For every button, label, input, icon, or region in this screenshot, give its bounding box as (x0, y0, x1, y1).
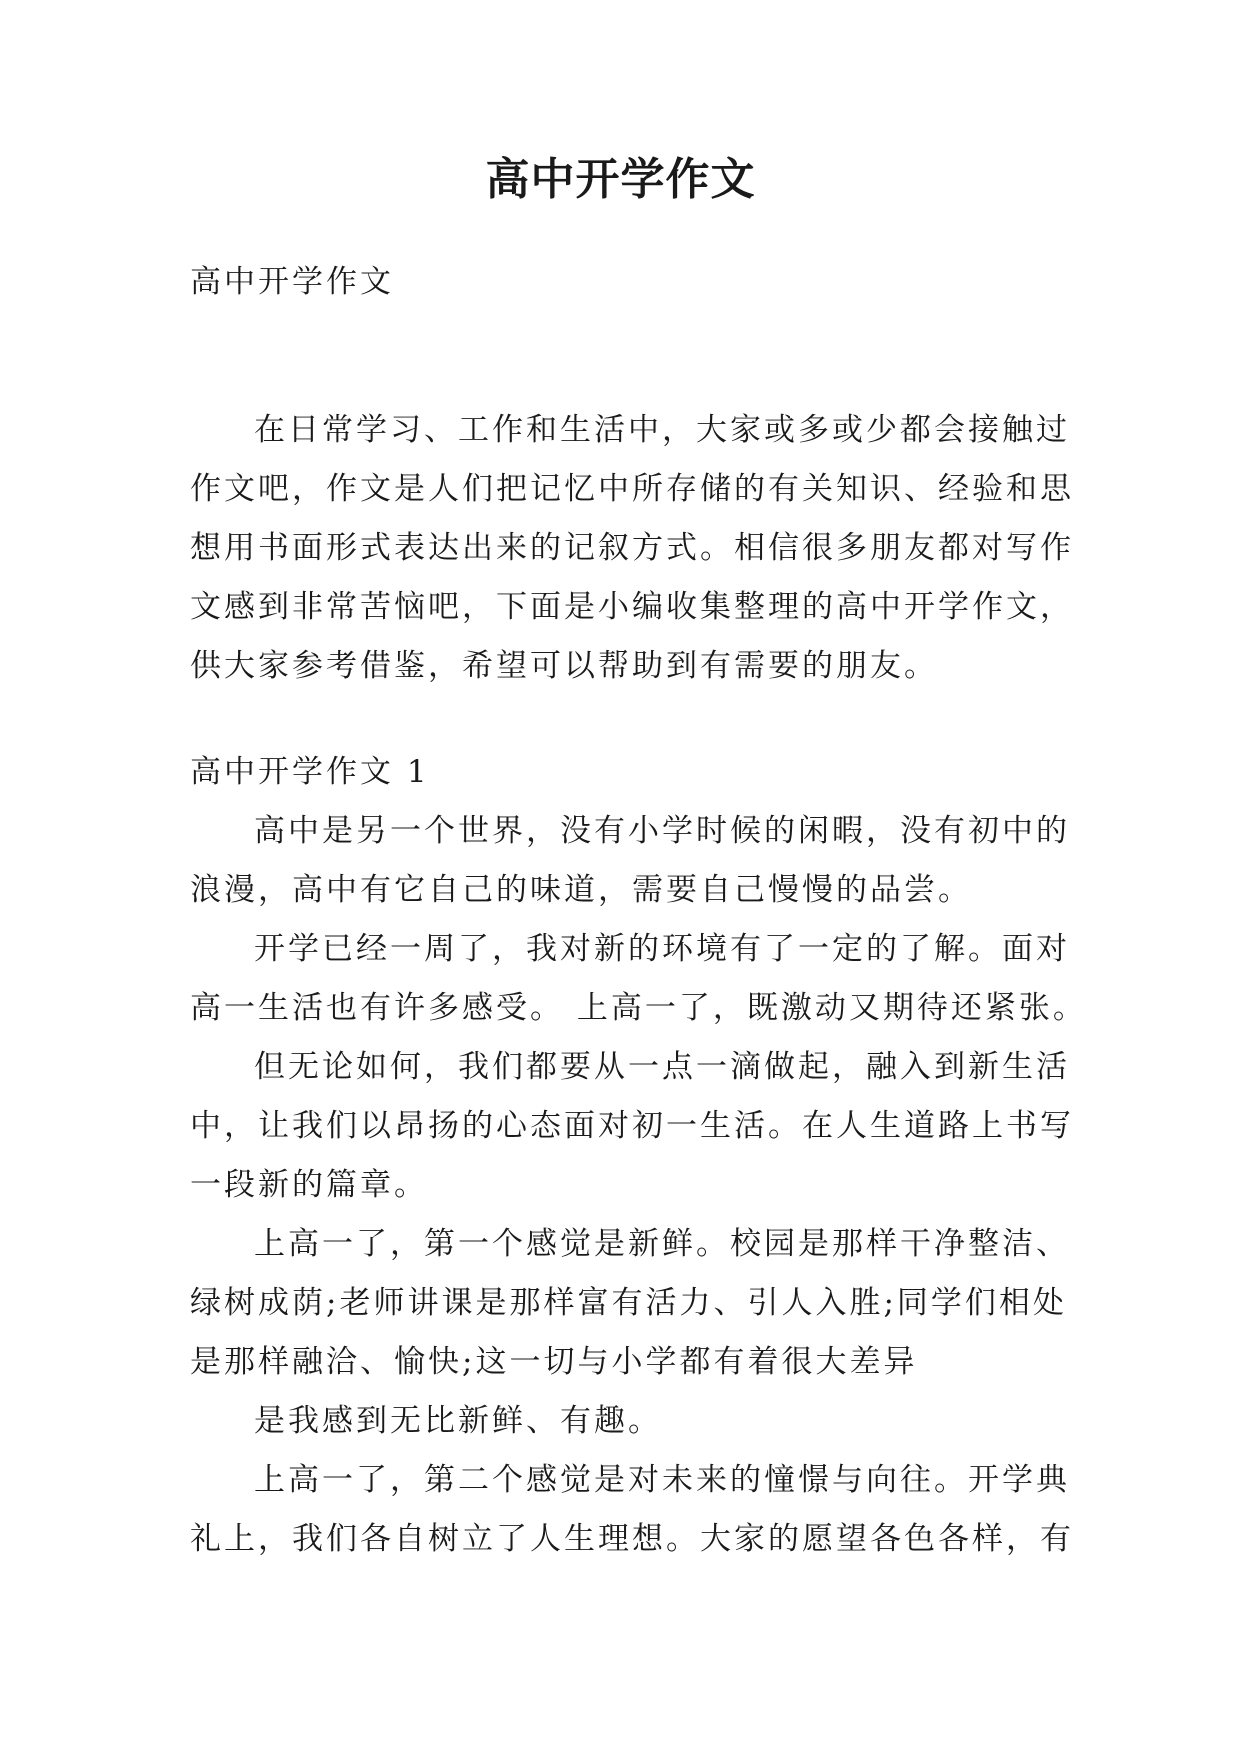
page-title: 高中开学作文 (485, 154, 756, 205)
intro-line: 作文吧，作文是人们把记忆中所存储的有关知识、经验和思 (190, 471, 1074, 507)
body-line: 一段新的篇章。 (190, 1167, 428, 1203)
body-line: 开学已经一周了，我对新的环境有了一定的了解。面对 (254, 931, 1070, 967)
body-line: 绿树成荫;老师讲课是那样富有活力、引人入胜;同学们相处 (190, 1285, 1067, 1321)
body-line: 上高一了，第一个感觉是新鲜。校园是那样干净整洁、 (254, 1226, 1070, 1262)
body-line: 高一生活也有许多感受。 上高一了，既激动又期待还紧张。 (190, 990, 1087, 1026)
intro-line: 在日常学习、工作和生活中，大家或多或少都会接触过 (254, 412, 1070, 448)
body-line: 是那样融洽、愉快;这一切与小学都有着很大差异 (190, 1344, 918, 1380)
body-line: 是我感到无比新鲜、有趣。 (254, 1403, 662, 1439)
intro-line: 想用书面形式表达出来的记叙方式。相信很多朋友都对写作 (190, 530, 1074, 566)
body-line: 但无论如何，我们都要从一点一滴做起，融入到新生活 (254, 1049, 1070, 1085)
body-line: 高中是另一个世界，没有小学时候的闲暇，没有初中的 (254, 813, 1070, 849)
section-heading: 高中开学作文 1 (190, 754, 430, 790)
intro-line: 文感到非常苦恼吧，下面是小编收集整理的高中开学作文， (190, 589, 1074, 625)
body-line: 中，让我们以昂扬的心态面对初一生活。在人生道路上书写 (190, 1108, 1074, 1144)
body-line: 礼上，我们各自树立了人生理想。大家的愿望各色各样，有 (190, 1521, 1074, 1557)
subtitle: 高中开学作文 (190, 264, 394, 300)
intro-line: 供大家参考借鉴，希望可以帮助到有需要的朋友。 (190, 648, 938, 684)
body-line: 浪漫，高中有它自己的味道，需要自己慢慢的品尝。 (190, 872, 972, 908)
body-line: 上高一了，第二个感觉是对未来的憧憬与向往。开学典 (254, 1462, 1070, 1498)
